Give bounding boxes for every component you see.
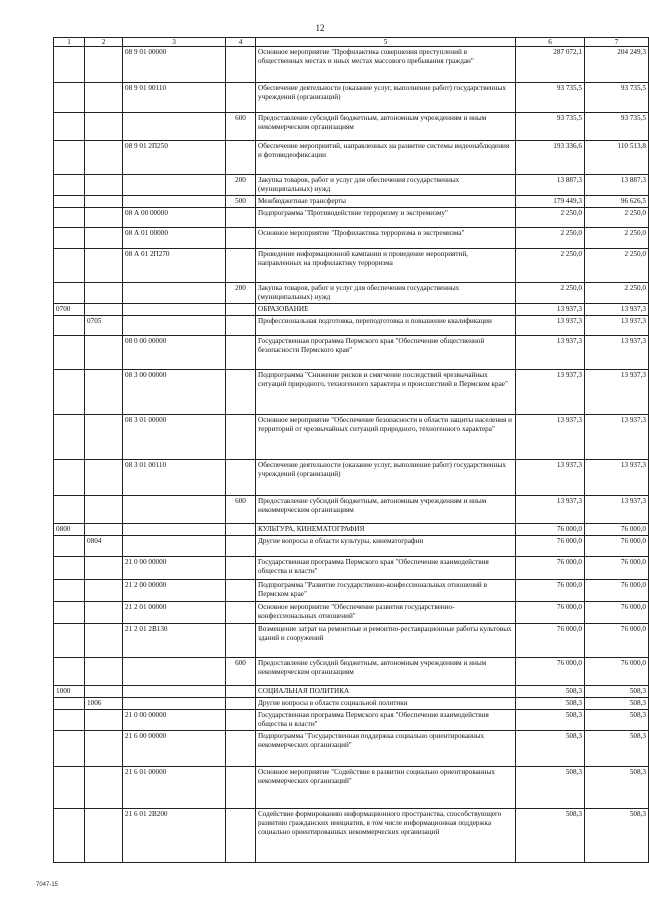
section-code [54,731,85,767]
expense-type-code [226,47,256,83]
section-code [54,580,85,602]
subsection-code [85,686,123,698]
expense-type-code [226,208,256,228]
amount-year-2: 13 937,3 [585,370,649,415]
section-code [54,767,85,809]
amount-year-2: 13 937,3 [585,336,649,370]
subsection-code [85,809,123,863]
section-code [54,141,85,175]
table-row [54,580,649,602]
table-row [54,370,649,415]
target-article-code [123,658,226,686]
table-row [54,460,649,496]
expense-type-code [226,731,256,767]
amount-year-2: 76 000,0 [585,557,649,580]
target-article-code [123,686,226,698]
subsection-code [85,304,123,316]
target-article-code: 08 А 01 2П270 [123,249,226,283]
row-name: СОЦИАЛЬНАЯ ПОЛИТИКА [256,686,516,698]
section-code [54,316,85,336]
expense-type-code: 600 [226,113,256,141]
row-name: Государственная программа Пермского края "Обеспечение взаимодействия общества и власти" [256,557,516,580]
expense-type-code: 600 [226,658,256,686]
column-number: 3 [123,38,226,47]
subsection-code [85,557,123,580]
section-code [54,336,85,370]
budget-table [53,37,649,863]
expense-type-code [226,624,256,658]
expense-type-code: 200 [226,283,256,304]
section-code [54,175,85,196]
subsection-code [85,415,123,460]
amount-year-2: 508,3 [585,731,649,767]
section-code [54,249,85,283]
row-name: Основное мероприятие "Содействие в развитии социально ориентированных некоммерческих организаций" [256,767,516,809]
table-row [54,809,649,863]
row-name: Обеспечение мероприятий, направленных на развитие системы видеонаблюдения и фотовидеофиксации [256,141,516,175]
expense-type-code [226,460,256,496]
amount-year-1: 2 250,0 [516,228,585,249]
table-row [54,624,649,658]
subsection-code [85,196,123,208]
table-row [54,536,649,557]
amount-year-1: 93 735,5 [516,113,585,141]
row-name: Государственная программа Пермского края "Обеспечение общественной безопасности Пермского края" [256,336,516,370]
row-name: Предоставление субсидий бюджетным, автономным учреждениям и иным некоммерческим организациям [256,658,516,686]
section-code [54,698,85,710]
expense-type-code [226,557,256,580]
row-name: Содействие формированию информационного пространства, способствующего развитию гражданских инициатив, в том числе информационная поддержка социально ориентированных некоммерческих организаций [256,809,516,863]
section-code [54,460,85,496]
table-row [54,175,649,196]
table-row [54,208,649,228]
target-article-code: 08 3 01 00110 [123,460,226,496]
subsection-code [85,228,123,249]
section-code: 0700 [54,304,85,316]
subsection-code [85,731,123,767]
expense-type-code [226,809,256,863]
section-code [54,113,85,141]
expense-type-code [226,304,256,316]
subsection-code [85,460,123,496]
row-name: Проведение информационной кампании и проведение мероприятий, направленных на профилактику терроризма [256,249,516,283]
target-article-code: 08 А 00 00000 [123,208,226,228]
table-row [54,196,649,208]
subsection-code [85,624,123,658]
row-name: Подпрограмма "Противодействие терроризму и экстремизму" [256,208,516,228]
table-row [54,283,649,304]
subsection-code [85,208,123,228]
subsection-code [85,175,123,196]
amount-year-1: 508,3 [516,767,585,809]
row-name: КУЛЬТУРА, КИНЕМАТОГРАФИЯ [256,524,516,536]
table-row [54,336,649,370]
row-name: Другие вопросы в области культуры, кинематографии [256,536,516,557]
target-article-code: 08 3 00 00000 [123,370,226,415]
amount-year-2: 13 937,3 [585,316,649,336]
amount-year-2: 2 250,0 [585,283,649,304]
section-code [54,809,85,863]
column-number: 4 [226,38,256,47]
target-article-code: 21 2 01 2В130 [123,624,226,658]
amount-year-2: 2 250,0 [585,228,649,249]
section-code [54,602,85,624]
amount-year-2: 96 626,5 [585,196,649,208]
table-row [54,602,649,624]
target-article-code: 08 9 01 00110 [123,83,226,113]
amount-year-1: 508,3 [516,698,585,710]
row-name: Профессиональная подготовка, переподготовка и повышение квалификации [256,316,516,336]
target-article-code: 08 9 01 00000 [123,47,226,83]
row-name: Закупка товаров, работ и услуг для обеспечения государственных (муниципальных) нужд [256,175,516,196]
amount-year-2: 76 000,0 [585,524,649,536]
subsection-code [85,249,123,283]
amount-year-2: 508,3 [585,767,649,809]
section-code [54,83,85,113]
subsection-code [85,580,123,602]
target-article-code [123,316,226,336]
subsection-code [85,370,123,415]
table-row [54,113,649,141]
expense-type-code [226,524,256,536]
expense-type-code [226,228,256,249]
section-code [54,710,85,731]
row-name: ОБРАЗОВАНИЕ [256,304,516,316]
amount-year-2: 2 250,0 [585,249,649,283]
table-row [54,496,649,524]
section-code [54,658,85,686]
column-number: 1 [54,38,85,47]
table-row [54,767,649,809]
subsection-code [85,602,123,624]
amount-year-1: 13 937,3 [516,304,585,316]
amount-year-1: 93 735,5 [516,83,585,113]
subsection-code [85,658,123,686]
target-article-code: 21 6 01 00000 [123,767,226,809]
target-article-code [123,524,226,536]
row-name: Возмещение затрат на ремонтные и ремонтно-реставрационные работы культовых зданий и сооружений [256,624,516,658]
amount-year-1: 508,3 [516,731,585,767]
table-row [54,658,649,686]
target-article-code: 21 2 00 00000 [123,580,226,602]
row-name: Основное мероприятие "Обеспечение развития государственно-конфессиональных отношений" [256,602,516,624]
table-row [54,47,649,83]
section-code [54,47,85,83]
column-number: 2 [85,38,123,47]
section-code [54,536,85,557]
target-article-code [123,283,226,304]
amount-year-1: 13 937,3 [516,336,585,370]
amount-year-1: 13 887,3 [516,175,585,196]
amount-year-2: 93 735,5 [585,83,649,113]
table-row [54,83,649,113]
amount-year-2: 508,3 [585,809,649,863]
target-article-code [123,536,226,557]
target-article-code: 21 2 01 00000 [123,602,226,624]
column-number-row [54,38,649,47]
row-name: Основное мероприятие "Профилактика терроризма и экстремизма" [256,228,516,249]
amount-year-2: 13 937,3 [585,415,649,460]
table-row [54,249,649,283]
subsection-code [85,83,123,113]
table-row [54,557,649,580]
amount-year-1: 2 250,0 [516,208,585,228]
amount-year-1: 13 937,3 [516,370,585,415]
amount-year-1: 76 000,0 [516,624,585,658]
row-name: Основное мероприятие "Профилактика совершения преступлений в общественных местах и иных местах массового пребывания граждан" [256,47,516,83]
amount-year-2: 110 513,8 [585,141,649,175]
amount-year-1: 76 000,0 [516,602,585,624]
expense-type-code [226,767,256,809]
amount-year-1: 2 250,0 [516,249,585,283]
row-name: Предоставление субсидий бюджетным, автономным учреждениям и иным некоммерческим организациям [256,496,516,524]
target-article-code: 21 0 00 00000 [123,710,226,731]
row-name: Закупка товаров, работ и услуг для обеспечения государственных (муниципальных) нужд [256,283,516,304]
amount-year-1: 13 937,3 [516,316,585,336]
row-name: Подпрограмма "Снижение рисков и смягчение последствий чрезвычайных ситуаций природного, техногенного характера и происшествий в Пермском крае" [256,370,516,415]
amount-year-1: 287 072,1 [516,47,585,83]
row-name: Предоставление субсидий бюджетным, автономным учреждениям и иным некоммерческим организациям [256,113,516,141]
expense-type-code [226,316,256,336]
expense-type-code [226,415,256,460]
subsection-code [85,47,123,83]
row-name: Обеспечение деятельности (оказание услуг, выполнение работ) государственных учреждений (организаций) [256,83,516,113]
subsection-code [85,710,123,731]
expense-type-code [226,602,256,624]
amount-year-1: 179 449,3 [516,196,585,208]
amount-year-2: 76 000,0 [585,580,649,602]
amount-year-2: 13 937,3 [585,304,649,316]
table-row [54,415,649,460]
target-article-code [123,196,226,208]
row-name: Государственная программа Пермского края "Обеспечение взаимодействия общества и власти" [256,710,516,731]
target-article-code [123,113,226,141]
amount-year-1: 76 000,0 [516,536,585,557]
amount-year-2: 76 000,0 [585,602,649,624]
subsection-code [85,524,123,536]
section-code [54,624,85,658]
expense-type-code [226,336,256,370]
section-code [54,415,85,460]
amount-year-2: 13 937,3 [585,496,649,524]
subsection-code [85,767,123,809]
section-code [54,208,85,228]
target-article-code [123,175,226,196]
expense-type-code [226,249,256,283]
column-number: 7 [585,38,649,47]
amount-year-2: 204 249,3 [585,47,649,83]
table-row [54,228,649,249]
expense-type-code [226,141,256,175]
amount-year-1: 76 000,0 [516,658,585,686]
amount-year-1: 13 937,3 [516,496,585,524]
amount-year-2: 76 000,0 [585,536,649,557]
table-row [54,524,649,536]
amount-year-1: 508,3 [516,809,585,863]
target-article-code: 08 9 01 2П250 [123,141,226,175]
subsection-code [85,283,123,304]
target-article-code: 21 0 00 00000 [123,557,226,580]
amount-year-1: 76 000,0 [516,524,585,536]
expense-type-code [226,686,256,698]
row-name: Обеспечение деятельности (оказание услуг, выполнение работ) государственных учреждений (организаций) [256,460,516,496]
row-name: Другие вопросы в области социальной политики [256,698,516,710]
amount-year-1: 2 250,0 [516,283,585,304]
section-code [54,370,85,415]
amount-year-2: 508,3 [585,710,649,731]
section-code [54,557,85,580]
expense-type-code: 600 [226,496,256,524]
expense-type-code [226,83,256,113]
row-name: Основное мероприятие "Обеспечение безопасности в области защиты населения и территорий от чрезвычайных ситуаций природного, техногенного характера" [256,415,516,460]
column-number: 6 [516,38,585,47]
target-article-code [123,496,226,524]
expense-type-code [226,580,256,602]
table-row [54,710,649,731]
subsection-code: 0705 [85,316,123,336]
page-number: 12 [315,23,325,33]
target-article-code: 21 6 01 2В200 [123,809,226,863]
amount-year-2: 13 937,3 [585,460,649,496]
target-article-code [123,304,226,316]
amount-year-1: 13 937,3 [516,415,585,460]
expense-type-code: 200 [226,175,256,196]
table-row [54,731,649,767]
subsection-code [85,336,123,370]
target-article-code: 08 0 00 00000 [123,336,226,370]
target-article-code: 08 А 01 00000 [123,228,226,249]
amount-year-2: 508,3 [585,698,649,710]
amount-year-2: 93 735,5 [585,113,649,141]
subsection-code: 0804 [85,536,123,557]
expense-type-code [226,536,256,557]
section-code: 0800 [54,524,85,536]
section-code [54,228,85,249]
target-article-code: 21 6 00 00000 [123,731,226,767]
amount-year-1: 508,3 [516,710,585,731]
target-article-code: 08 3 01 00000 [123,415,226,460]
amount-year-1: 508,3 [516,686,585,698]
section-code [54,196,85,208]
amount-year-2: 13 887,3 [585,175,649,196]
expense-type-code [226,698,256,710]
section-code [54,496,85,524]
amount-year-2: 508,3 [585,686,649,698]
table-row [54,316,649,336]
amount-year-1: 76 000,0 [516,557,585,580]
table-row [54,686,649,698]
section-code [54,283,85,304]
row-name: Подпрограмма "Государственная поддержка социально ориентированных некоммерческих организаций" [256,731,516,767]
footer-code: 7047-15 [36,882,59,888]
amount-year-1: 76 000,0 [516,580,585,602]
amount-year-2: 76 000,0 [585,624,649,658]
table-row [54,698,649,710]
expense-type-code [226,710,256,731]
subsection-code [85,113,123,141]
expense-type-code: 500 [226,196,256,208]
amount-year-1: 13 937,3 [516,460,585,496]
amount-year-2: 2 250,0 [585,208,649,228]
subsection-code [85,141,123,175]
table-row [54,304,649,316]
amount-year-2: 76 000,0 [585,658,649,686]
amount-year-1: 193 336,6 [516,141,585,175]
table-row [54,141,649,175]
subsection-code [85,496,123,524]
expense-type-code [226,370,256,415]
subsection-code: 1006 [85,698,123,710]
section-code: 1000 [54,686,85,698]
target-article-code [123,698,226,710]
column-number: 5 [256,38,516,47]
row-name: Межбюджетные трансферты [256,196,516,208]
row-name: Подпрограмма "Развитие государственно-конфессиональных отношений в Пермском крае" [256,580,516,602]
